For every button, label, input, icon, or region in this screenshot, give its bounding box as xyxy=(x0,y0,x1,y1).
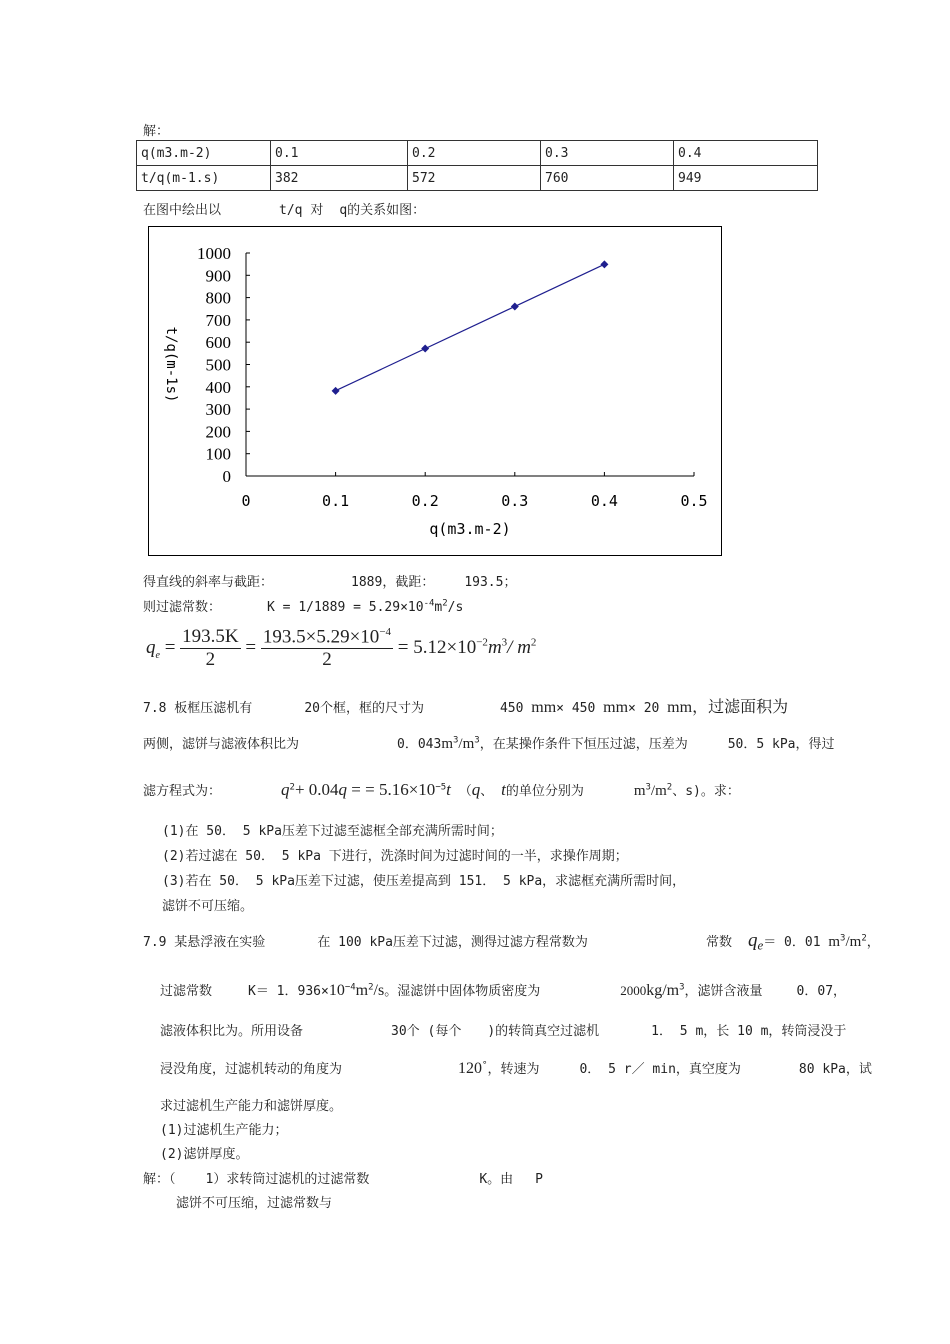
p79-line2 xyxy=(160,980,846,1000)
data-point xyxy=(332,387,340,395)
eq-den: 2 xyxy=(322,649,332,671)
y-tick-label: 900 xyxy=(205,266,231,286)
p79-text: ， xyxy=(866,935,880,950)
trend-line xyxy=(336,264,605,390)
p79-exp: 3 xyxy=(679,982,685,993)
p78-text: ，在某操作条件下恒压过滤，压差为 xyxy=(479,737,688,752)
p78-text: 7.8 板框压滤机有 xyxy=(143,701,253,716)
data-point xyxy=(600,260,608,268)
p79-unit: /m xyxy=(845,934,862,950)
eq-exp: −4 xyxy=(379,626,392,638)
solution-label: 解： xyxy=(143,124,170,139)
p78-var: t xyxy=(501,780,506,799)
y-axis-label: t/q(m-1s) xyxy=(163,326,179,403)
p79-solution xyxy=(143,1168,543,1187)
p79-line5: 求过滤机生产能力和滤饼厚度。 xyxy=(160,1099,343,1114)
p79-text: 2000 xyxy=(620,983,647,998)
x-tick-label: 0.1 xyxy=(322,492,350,510)
y-tick-label: 0 xyxy=(222,467,231,486)
y-tick-label: 100 xyxy=(205,444,231,464)
p78-unit: mm，过滤面积为 xyxy=(667,699,789,716)
p79-text: 80 kPa，试 xyxy=(798,1062,872,1077)
chart-frame xyxy=(148,226,722,556)
results-text: 得直线的斜率与截距： xyxy=(143,575,274,590)
results-text: 则过滤常数： xyxy=(143,600,222,615)
p78-text: 20个框，框的尺寸为 xyxy=(304,701,424,716)
slope-line xyxy=(143,571,516,590)
p79-text: 10 m，转筒浸没于 xyxy=(737,1024,847,1039)
eq-exp: −2 xyxy=(476,636,488,649)
p79-text: 过滤常数 xyxy=(160,984,213,999)
p78-var: q xyxy=(281,780,290,799)
p78-text: 0．043 xyxy=(397,737,442,752)
table-cell: q(m3.m-2) xyxy=(137,141,271,166)
p79-text: ＝ 0．01 xyxy=(763,935,821,950)
p79-text: 解：（ xyxy=(143,1172,176,1187)
y-tick-label: 400 xyxy=(205,377,231,397)
p78-text: 、 xyxy=(480,784,494,799)
p78-var: = 5.16×10 xyxy=(365,780,436,799)
p79-text: P xyxy=(535,1172,543,1187)
p78-text: 450 xyxy=(571,701,596,716)
p79-line3 xyxy=(160,1020,846,1039)
plot-intro xyxy=(143,199,425,218)
eq-fraction xyxy=(261,626,393,671)
scatter-chart xyxy=(149,227,721,555)
p78-exp: 2 xyxy=(289,782,295,793)
p79-unit: kg/m xyxy=(646,982,680,999)
table-cell: 382 xyxy=(271,166,408,191)
p79-text: 120 xyxy=(458,1060,483,1077)
table-row-tq xyxy=(137,166,818,191)
p79-unit: /s xyxy=(373,982,385,999)
p78-unit: m xyxy=(441,736,453,752)
p79-text: ，转速为 xyxy=(487,1062,540,1077)
p79-line4 xyxy=(160,1058,872,1078)
eq-num: 193.5K xyxy=(182,626,239,648)
y-tick-label: 500 xyxy=(205,355,231,375)
p79-unit: 10 xyxy=(328,982,345,999)
eq-fraction xyxy=(180,626,240,671)
results-text: 1889，截距： xyxy=(351,575,435,590)
results-text: /s xyxy=(447,600,464,615)
plot-intro-part: q的关系如图： xyxy=(339,203,426,218)
p78-exp: 3 xyxy=(453,735,459,746)
eq-exp: 3 xyxy=(501,636,508,649)
y-tick-label: 1000 xyxy=(197,244,231,263)
eq-var: q xyxy=(146,637,156,659)
p78-text: × xyxy=(556,701,564,716)
qe-equation: $q_e$ = $\frac{193.5K}{2}$ = $\frac{193.5\times 5.29\times 10^{-4}}{2}$ = $5.12\times 10^{-2}m^3/$ $m^2$ xyxy=(146,626,537,671)
table-cell: 0.4 xyxy=(674,141,818,166)
eq-num xyxy=(261,626,393,649)
p79-exp: 3 xyxy=(840,933,846,944)
p78-line2 xyxy=(143,733,835,753)
table-cell: 0.1 xyxy=(271,141,408,166)
p78-text: 滤方程式为： xyxy=(143,784,222,799)
p78-exp: −5 xyxy=(435,782,447,793)
eq-exp: 2 xyxy=(530,636,537,649)
p79-text: 常数 xyxy=(705,935,732,950)
eq-unit: / m xyxy=(507,637,531,659)
p79-var: q xyxy=(747,930,758,951)
results-text: 2 xyxy=(442,598,448,609)
p79-exp: 2 xyxy=(368,982,374,993)
eq-unit: m xyxy=(487,637,502,659)
p79-exp: ° xyxy=(482,1060,488,1071)
eq-den: 2 xyxy=(205,649,216,671)
p79-line1 xyxy=(143,930,880,954)
p78-unit: mm xyxy=(603,699,629,716)
x-tick-label: 0.3 xyxy=(501,492,529,510)
results-text: -4 xyxy=(423,598,435,609)
p78-item: (2)若过滤在 50． 5 kPa 下进行，洗涤时间为过滤时间的一半，求操作周期； xyxy=(162,849,628,864)
results-text: K = 1/1889 = 5.29× xyxy=(267,600,408,615)
k-line xyxy=(143,596,463,615)
p78-text: 20 xyxy=(643,701,660,716)
x-tick-label: 0 xyxy=(241,492,251,510)
p78-text: 50．5 kPa，得过 xyxy=(727,737,835,752)
p79-text: 30个 xyxy=(391,1024,420,1039)
y-tick-label: 200 xyxy=(205,422,231,442)
x-tick-label: 0.4 xyxy=(590,492,618,510)
p78-exp: 3 xyxy=(474,735,480,746)
y-tick-label: 800 xyxy=(205,288,231,308)
table-cell: 0.2 xyxy=(408,141,541,166)
p78-text: 两侧，滤饼与滤液体积比为 xyxy=(143,737,300,752)
p79-text: 0． 5 r／ min，真空度为 xyxy=(579,1062,741,1077)
p79-text: 滤液体积比为。所用设备 xyxy=(160,1024,304,1039)
p78-item: 滤饼不可压缩。 xyxy=(162,899,254,914)
x-tick-label: 0.2 xyxy=(411,492,439,510)
table-cell: 760 xyxy=(541,166,674,191)
eq-rhs: = 5.12×10 xyxy=(397,637,477,659)
table-row-q xyxy=(137,141,818,166)
p79-text: 浸没角度，过滤机转动的角度为 xyxy=(160,1062,343,1077)
p79-unit: m xyxy=(355,982,369,999)
table-cell: t/q(m-1.s) xyxy=(137,166,271,191)
p79-text: 。湿滤饼中固体物质密度为 xyxy=(384,984,541,999)
p78-item: (1)在 50． 5 kPa压差下过滤至滤框全部充满所需时间； xyxy=(162,824,503,839)
p78-line3: 滤方程式为： $q^2+ 0.04q$ = = $5.16\times 10^{-5}t$ （q、 t的单位分别为 $m^3/m^2$、s)。求： xyxy=(143,780,740,799)
data-point xyxy=(511,303,519,311)
p79-text: 1． 5 m，长 xyxy=(651,1024,730,1039)
eq-num-text: 193.5×5.29×10 xyxy=(262,626,380,648)
table-cell: 949 xyxy=(674,166,818,191)
p78-var: + 0.04 xyxy=(294,780,339,799)
results-text: 193.5； xyxy=(464,575,517,590)
p78-text: × xyxy=(628,701,636,716)
p78-var: t xyxy=(446,780,451,799)
p78-item: (3)若在 50． 5 kPa压差下过滤，使压差提高到 151． 5 kPa，求滤框充满所需时间， xyxy=(162,874,686,889)
plot-intro-part: 在图中绘出以 xyxy=(143,203,222,218)
p79-text: 0．07， xyxy=(796,984,847,999)
p79-item: (1)过滤机生产能力； xyxy=(160,1123,288,1138)
p79-text: K＝ 1．936× xyxy=(248,984,329,999)
p78-line1 xyxy=(143,694,788,717)
p79-text: K。由 xyxy=(479,1172,514,1187)
p79-text: 1）求转筒过滤机的过滤常数 xyxy=(205,1172,370,1187)
x-tick-label: 0.5 xyxy=(680,492,708,510)
p78-unit: /m xyxy=(458,736,475,752)
p78-text: 的单位分别为 xyxy=(505,784,584,799)
data-table xyxy=(136,140,818,191)
table-cell: 572 xyxy=(408,166,541,191)
p79-text: (每个 xyxy=(427,1024,462,1039)
y-tick-label: 700 xyxy=(205,310,231,330)
p79-solution2: 滤饼不可压缩，过滤常数与 xyxy=(176,1196,333,1211)
y-tick-label: 300 xyxy=(205,400,231,420)
p78-text: 450 xyxy=(499,701,524,716)
p78-var: q xyxy=(338,780,348,799)
p78-unit: mm xyxy=(531,699,557,716)
p79-unit: m xyxy=(828,934,841,950)
results-text: m xyxy=(434,600,443,615)
table-cell: 0.3 xyxy=(541,141,674,166)
p78-exp: 3 xyxy=(645,782,651,793)
p79-exp: −4 xyxy=(344,982,356,993)
y-tick-label: 600 xyxy=(205,333,231,353)
p79-text: ，滤饼含液量 xyxy=(684,984,763,999)
p78-var: q xyxy=(471,780,481,799)
p79-var: e xyxy=(757,937,764,953)
p79-text: 在 100 kPa压差下过滤，测得过滤方程常数为 xyxy=(317,935,588,950)
p78-unit: /m xyxy=(650,783,667,799)
p78-unit: m xyxy=(633,783,646,799)
p78-text: 、s)。求： xyxy=(672,784,740,799)
p79-text: )的转筒真空过滤机 xyxy=(487,1024,600,1039)
p78-exp: 2 xyxy=(666,782,673,793)
x-axis-label: q(m3.m-2) xyxy=(429,520,511,538)
p79-item: (2)滤饼厚度。 xyxy=(160,1147,249,1162)
p79-exp: 2 xyxy=(861,933,867,944)
plot-intro-part: t/q 对 xyxy=(279,203,324,218)
eq-var: e xyxy=(155,649,160,661)
data-point xyxy=(421,344,429,352)
p79-text: 7.9 某悬浮液在实验 xyxy=(143,935,266,950)
results-text: 10 xyxy=(407,600,424,615)
p78-text: （ xyxy=(458,784,472,799)
